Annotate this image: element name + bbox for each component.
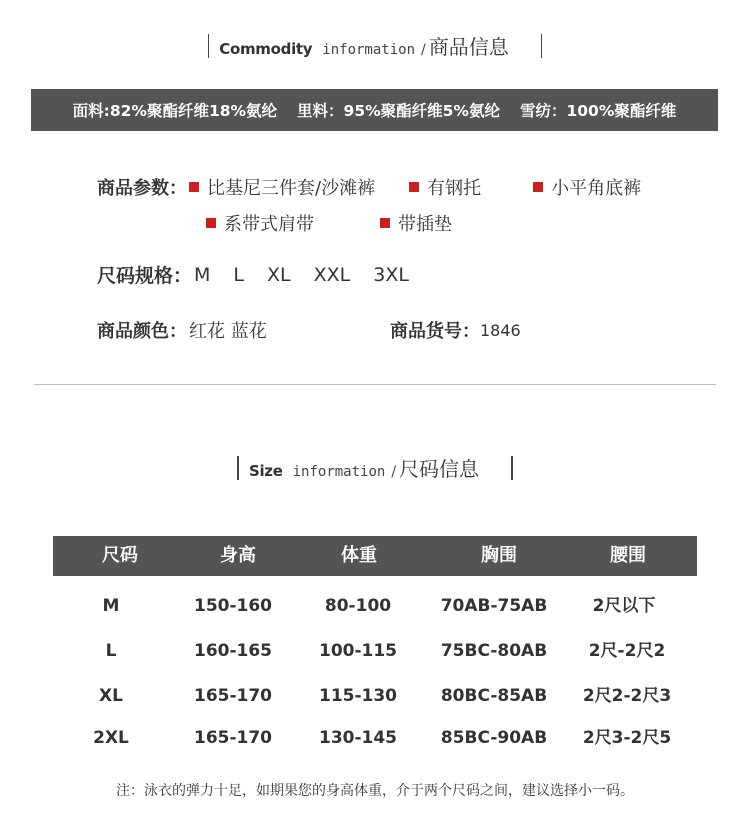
- header-waist: 腰围: [610, 545, 646, 566]
- table-cell: M: [102, 596, 120, 616]
- table-cell: 2尺2-2尺3: [582, 686, 672, 706]
- size-table-header: [53, 536, 697, 576]
- materials-bar: [31, 89, 718, 131]
- size-value: XL: [267, 263, 291, 286]
- size-section-title: [0, 453, 750, 482]
- title-en-bold: Size: [248, 462, 283, 480]
- colors-value: 红花 蓝花: [189, 321, 267, 342]
- table-row: [53, 636, 697, 666]
- item-no-value: 1846: [480, 320, 521, 340]
- table-cell: 115-130: [318, 686, 398, 706]
- table-cell: 165-170: [193, 728, 273, 748]
- title-zh: 商品信息: [428, 35, 509, 59]
- table-cell: 80BC-85AB: [440, 686, 548, 706]
- table-row: [53, 591, 697, 621]
- table-cell: 2尺以下: [592, 596, 656, 616]
- material-chiffon: 雪纺：100%聚酯纤维: [519, 102, 677, 120]
- title-divider-right: [511, 456, 513, 480]
- params-row: [97, 174, 641, 200]
- param-option: 带插垫: [380, 210, 452, 236]
- table-cell: 165-170: [193, 686, 273, 706]
- material-lining: 里料：95%聚酯纤维5%氨纶: [297, 102, 500, 120]
- table-cell: 150-160: [193, 596, 273, 616]
- table-cell: 160-165: [193, 641, 273, 661]
- red-square-icon: [380, 218, 390, 228]
- table-cell: 2尺3-2尺5: [582, 728, 672, 748]
- title-slash: /: [391, 464, 397, 480]
- commodity-section-title: [0, 31, 750, 60]
- table-cell: 130-145: [318, 728, 398, 748]
- size-value: 3XL: [373, 263, 409, 286]
- title-en-light: information: [322, 42, 415, 58]
- table-cell: 70AB-75AB: [440, 596, 548, 616]
- section-divider: [34, 384, 716, 385]
- header-height: 身高: [220, 545, 256, 566]
- table-cell: 100-115: [318, 641, 398, 661]
- params-row-2: [206, 210, 452, 236]
- colors-row: [97, 317, 267, 343]
- param-option: 有钢托: [409, 174, 481, 200]
- header-bust: 胸围: [481, 545, 517, 566]
- title-zh: 尺码信息: [399, 457, 480, 481]
- item-no-row: [390, 317, 521, 343]
- table-cell: XL: [99, 686, 123, 706]
- table-cell: 2尺-2尺2: [588, 641, 666, 661]
- size-value: L: [233, 263, 245, 286]
- table-cell: 75BC-80AB: [440, 641, 548, 661]
- title-en-light: information: [292, 464, 386, 480]
- table-row: [53, 681, 697, 711]
- colors-label: 商品颜色：: [97, 321, 187, 342]
- material-fabric: 面料:82%聚酯纤维18%氨纶: [72, 102, 278, 120]
- item-no-label: 商品货号：: [390, 321, 480, 342]
- param-option: 系带式肩带: [206, 210, 314, 236]
- size-value: M: [194, 263, 211, 286]
- table-cell: 2XL: [93, 728, 129, 748]
- param-option: 比基尼三件套/沙滩裤: [189, 174, 375, 200]
- title-en-bold: Commodity: [219, 40, 313, 58]
- red-square-icon: [189, 182, 199, 192]
- table-cell: 85BC-90AB: [440, 728, 548, 748]
- params-label: 商品参数：: [97, 178, 187, 199]
- sizes-row: [97, 261, 432, 288]
- header-weight: 体重: [341, 545, 377, 566]
- sizes-label: 尺码规格：: [97, 265, 193, 287]
- size-note: 注：泳衣的弹力十足，如期果您的身高体重，介于两个尺码之间，建议选择小一码。: [116, 783, 634, 799]
- table-row: [53, 723, 697, 753]
- size-value: XXL: [313, 263, 351, 286]
- title-slash: /: [421, 42, 426, 58]
- red-square-icon: [409, 182, 419, 192]
- table-cell: L: [105, 641, 117, 661]
- red-square-icon: [206, 218, 216, 228]
- table-cell: 80-100: [324, 596, 392, 616]
- title-divider-right: [541, 34, 543, 58]
- red-square-icon: [533, 182, 543, 192]
- param-option: 小平角底裤: [533, 174, 641, 200]
- header-size: 尺码: [102, 545, 138, 566]
